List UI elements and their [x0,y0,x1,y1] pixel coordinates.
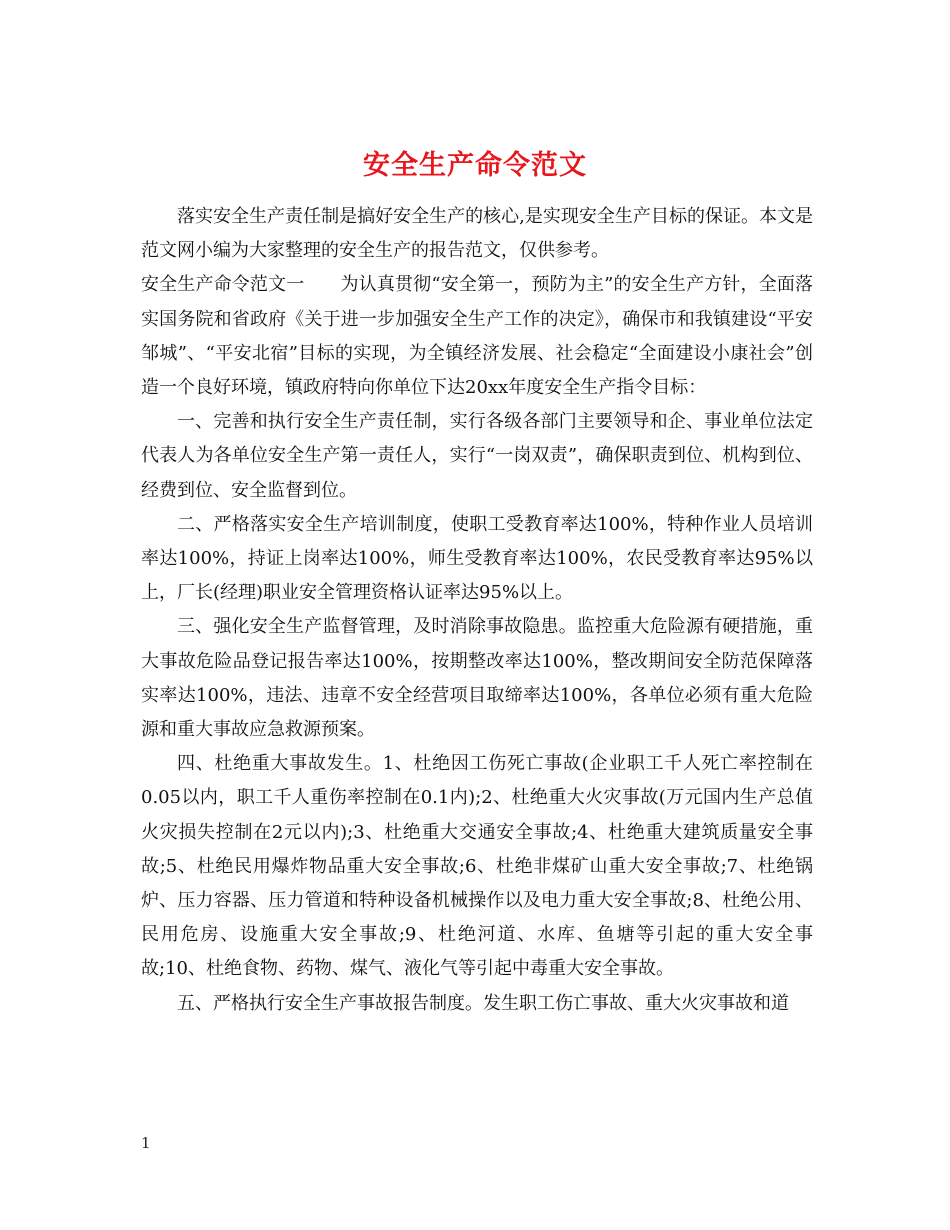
intro-paragraph: 落实安全生产责任制是搞好安全生产的核心,是实现安全生产目标的保证。本文是范文网小编为大家整理的安全生产的报告范文，仅供参考。 [141,206,813,262]
section-text: 为认真贯彻“安全第一，预防为主”的安全生产方针，全面落实国务院和省政府《关于进一步加强安全生产工作的决定》，确保市和我镇建设“平安邹城”、“平安北宿”目标的实现，为全镇经济发展、社会稳定“全面建设小康社会”创造一个良好环境，镇政府特向你单位下达20xx年度安全生产指令目标： [141,274,814,399]
page-number: 1 [141,1134,151,1152]
paragraph-item-5: 五、严格执行安全生产事故报告制度。发生职工伤亡事故、重大火灾事故和道 [177,992,789,1014]
section-label: 安全生产命令范文一 [141,274,305,296]
paragraph-item-4: 四、杜绝重大事故发生。1、杜绝因工伤死亡事故(企业职工千人死亡率控制在0.05以内，职工千人重伤率控制在0.1内);2、杜绝重大火灾事故(万元国内生产总值火灾损失控制在2元以内);3、杜绝重大交通安全事故;4、杜绝重大建筑质量安全事故;5、杜绝民用爆炸物品重大安全事故;6、杜绝非煤矿山重大安全事故;7、杜绝锅炉、压力容器、压力管道和特种设备机械操作以及电力重大安全事故;8、杜绝公用、民用危房、设施重大安全事故;9、杜绝河道、水库、鱼塘等引起的重大安全事故;10、杜绝食物、药物、煤气、液化气等引起中毒重大安全事故。 [141,753,813,980]
document-body [141,200,813,1021]
page-title: 安全生产命令范文 [363,150,587,182]
paragraph-item-3: 三、强化安全生产监督管理，及时消除事故隐患。监控重大危险源有硬措施，重大事故危险品登记报告率达100%，按期整改率达100%，整改期间安全防范保障落实率达100%，违法、违章不安全经营项目取缔率达100%，各单位必须有重大危险源和重大事故应急救源预案。 [141,616,813,741]
section-one-paragraph [141,268,813,405]
paragraph-item-1: 一、完善和执行安全生产责任制，实行各级各部门主要领导和企、事业单位法定代表人为各单位安全生产第一责任人，实行“一岗双责”，确保职责到位、机构到位、经费到位、安全监督到位。 [141,411,813,501]
paragraph-item-2: 二、严格落实安全生产培训制度，使职工受教育率达100%，特种作业人员培训率达100%，持证上岗率达100%，师生受教育率达100%，农民受教育率达95%以上，厂长(经理)职业安全管理资格认证率达95%以上。 [141,513,813,604]
